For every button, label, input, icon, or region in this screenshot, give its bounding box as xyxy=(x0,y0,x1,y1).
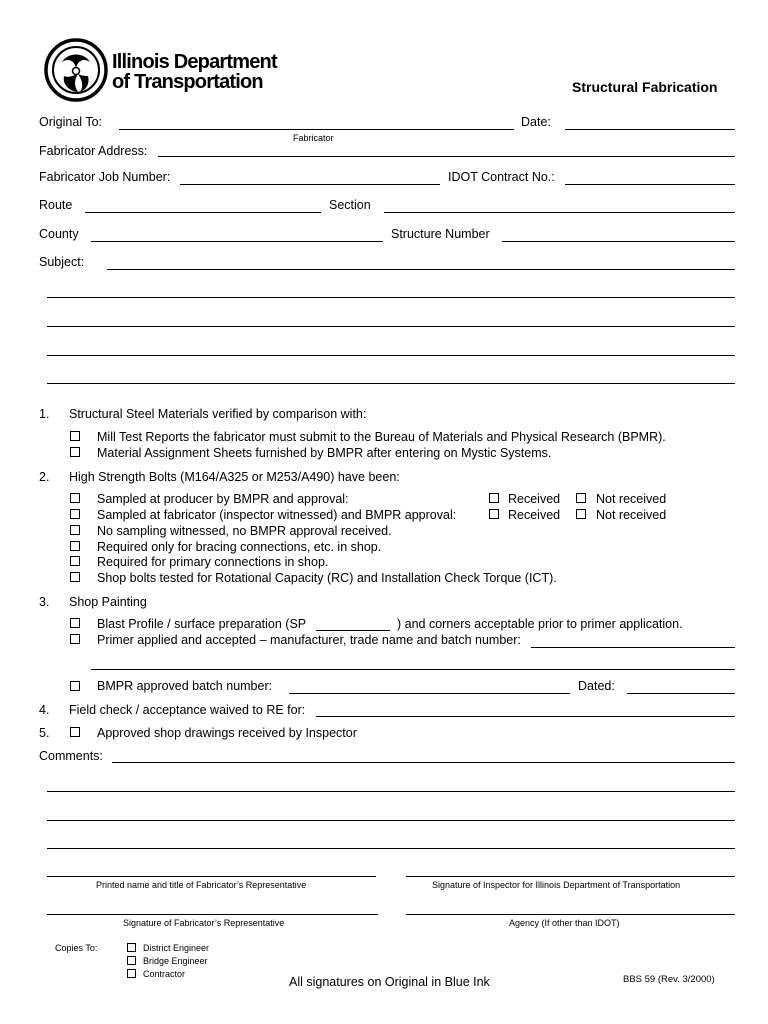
section-label: Section xyxy=(329,198,371,212)
route-label: Route xyxy=(39,198,73,212)
blast-profile-checkbox[interactable] xyxy=(70,618,80,628)
shop-bolts-tested-checkbox[interactable] xyxy=(70,572,80,582)
producer-not-received-label: Not received xyxy=(596,492,667,506)
idot-logo xyxy=(44,38,108,102)
subject-line-3 xyxy=(47,326,735,327)
subject-label: Subject: xyxy=(39,255,85,269)
bracing-connections-label: Required only for bracing connections, etc. in shop. xyxy=(97,540,382,554)
subject-line-4 xyxy=(47,355,735,356)
fabricator-address-label: Fabricator Address: xyxy=(39,144,148,158)
item-3-text: Shop Painting xyxy=(69,595,147,609)
date-label: Date: xyxy=(521,115,551,129)
blast-profile-label-b: ) and corners acceptable prior to primer application. xyxy=(397,617,683,631)
blue-ink-note: All signatures on Original in Blue Ink xyxy=(289,975,490,989)
sampled-producer-label: Sampled at producer by BMPR and approval: xyxy=(97,492,349,506)
original-to-input[interactable] xyxy=(120,115,512,129)
no-sampling-checkbox[interactable] xyxy=(70,525,80,535)
producer-not-received-checkbox[interactable] xyxy=(576,493,586,503)
copy-district-engineer-label: District Engineer xyxy=(143,943,210,953)
item-2-number: 2. xyxy=(39,470,50,484)
no-sampling-label: No sampling witnessed, no BMPR approval received. xyxy=(97,524,392,538)
idot-contract-no-line xyxy=(565,184,735,185)
section-line xyxy=(384,212,735,213)
copy-bridge-engineer-checkbox[interactable] xyxy=(127,956,136,965)
comments-line-2 xyxy=(47,791,735,792)
agency-caption: Agency (If other than IDOT) xyxy=(509,918,620,928)
material-assignment-checkbox[interactable] xyxy=(70,447,80,457)
fabricator-job-number-input[interactable] xyxy=(182,170,438,184)
subject-line-5 xyxy=(47,383,735,384)
structure-number-input[interactable] xyxy=(503,227,734,241)
sampled-fabricator-label: Sampled at fabricator (inspector witnessed) and BMPR approval: xyxy=(97,508,457,522)
bmpr-batch-checkbox[interactable] xyxy=(70,681,80,691)
inspector-signature-caption: Signature of Inspector for Illinois Department of Transportation xyxy=(432,880,681,890)
primary-connections-checkbox[interactable] xyxy=(70,556,80,566)
fabricator-job-number-line xyxy=(180,184,440,185)
org-name-line2: of Transportation xyxy=(112,71,263,93)
fabricator-received-checkbox[interactable] xyxy=(489,509,499,519)
item-4-number: 4. xyxy=(39,703,50,717)
comments-label: Comments: xyxy=(39,749,103,763)
sampled-producer-checkbox[interactable] xyxy=(70,493,80,503)
comments-line-3 xyxy=(47,820,735,821)
form-title: Structural Fabrication xyxy=(572,79,718,95)
shop-bolts-tested-label: Shop bolts tested for Rotational Capacity (RC) and Installation Check Torque (ICT). xyxy=(97,571,557,585)
item-5-number: 5. xyxy=(39,726,50,740)
item-3-number: 3. xyxy=(39,595,50,609)
inspector-signature-line xyxy=(406,876,735,877)
fabricator-not-received-label: Not received xyxy=(596,508,667,522)
bracing-connections-checkbox[interactable] xyxy=(70,541,80,551)
bmpr-batch-input[interactable] xyxy=(290,679,569,693)
dated-label: Dated: xyxy=(578,679,615,693)
fabricator-not-received-checkbox[interactable] xyxy=(576,509,586,519)
county-label: County xyxy=(39,227,79,241)
fabricator-job-number-label: Fabricator Job Number: xyxy=(39,170,171,184)
fabricator-signature-line xyxy=(47,914,378,915)
fabricator-address-input[interactable] xyxy=(160,142,734,156)
shop-drawings-label: Approved shop drawings received by Inspector xyxy=(97,726,357,740)
mill-test-reports-checkbox[interactable] xyxy=(70,431,80,441)
shop-drawings-checkbox[interactable] xyxy=(70,727,80,737)
producer-received-checkbox[interactable] xyxy=(489,493,499,503)
bmpr-batch-label: BMPR approved batch number: xyxy=(97,679,273,693)
copy-bridge-engineer-label: Bridge Engineer xyxy=(143,956,208,966)
structure-number-line xyxy=(502,241,735,242)
route-input[interactable] xyxy=(86,198,320,212)
route-line xyxy=(85,212,321,213)
copy-contractor-label: Contractor xyxy=(143,969,186,979)
producer-received-label: Received xyxy=(508,492,561,506)
primary-connections-label: Required for primary connections in shop. xyxy=(97,555,329,569)
fabricator-signature-caption: Signature of Fabricator’s Representative xyxy=(123,918,285,928)
field-check-line xyxy=(316,716,735,717)
date-line xyxy=(565,129,735,130)
idot-contract-no-label: IDOT Contract No.: xyxy=(448,170,555,184)
idot-logo-icon xyxy=(44,38,108,102)
printed-name-line xyxy=(47,876,376,877)
primer-line-1 xyxy=(531,647,735,648)
org-name-line1: Illinois Department xyxy=(112,51,277,73)
comments-input[interactable] xyxy=(113,748,734,762)
section-input[interactable] xyxy=(385,198,734,212)
sp-line xyxy=(316,630,390,631)
copies-to-label: Copies To: xyxy=(55,943,98,953)
bmpr-batch-line xyxy=(289,693,570,694)
structure-number-label: Structure Number xyxy=(391,227,490,241)
printed-name-caption: Printed name and title of Fabricator’s Representative xyxy=(96,880,307,890)
sampled-fabricator-checkbox[interactable] xyxy=(70,509,80,519)
form-number: BBS 59 (Rev. 3/2000) xyxy=(623,974,715,985)
item-1-number: 1. xyxy=(39,407,50,421)
mill-test-reports-label: Mill Test Reports the fabricator must submit to the Bureau of Materials and Physical Research (BPMR). xyxy=(97,430,666,444)
blast-profile-label-a: Blast Profile / surface preparation (SP xyxy=(97,617,307,631)
date-input[interactable] xyxy=(566,115,734,129)
comments-line-1 xyxy=(112,762,735,763)
primer-applied-label: Primer applied and accepted – manufacturer, trade name and batch number: xyxy=(97,633,521,647)
dated-input[interactable] xyxy=(628,679,734,693)
fabricator-address-line xyxy=(158,156,735,157)
original-to-line xyxy=(119,129,514,130)
subject-input[interactable] xyxy=(108,255,734,269)
item-2-text: High Strength Bolts (M164/A325 or M253/A490) have been: xyxy=(69,470,400,484)
county-input[interactable] xyxy=(92,227,382,241)
county-line xyxy=(91,241,383,242)
fabricator-caption: Fabricator xyxy=(293,133,334,143)
copy-district-engineer-checkbox[interactable] xyxy=(127,943,136,952)
dated-line xyxy=(627,693,735,694)
sp-input[interactable] xyxy=(317,616,389,630)
idot-contract-no-input[interactable] xyxy=(566,170,734,184)
primer-applied-checkbox[interactable] xyxy=(70,634,80,644)
fabricator-received-label: Received xyxy=(508,508,561,522)
subject-line-2 xyxy=(47,297,735,298)
primer-input[interactable] xyxy=(532,633,734,647)
comments-line-4 xyxy=(47,848,735,849)
field-check-input[interactable] xyxy=(317,702,734,716)
item-4-text: Field check / acceptance waived to RE for: xyxy=(69,703,306,717)
subject-line-1 xyxy=(107,269,735,270)
primer-line-2 xyxy=(91,669,735,670)
material-assignment-label: Material Assignment Sheets furnished by BMPR after entering on Mystic Systems. xyxy=(97,446,552,460)
original-to-label: Original To: xyxy=(39,115,102,129)
item-1-text: Structural Steel Materials verified by comparison with: xyxy=(69,407,367,421)
copy-contractor-checkbox[interactable] xyxy=(127,969,136,978)
agency-line xyxy=(406,914,735,915)
